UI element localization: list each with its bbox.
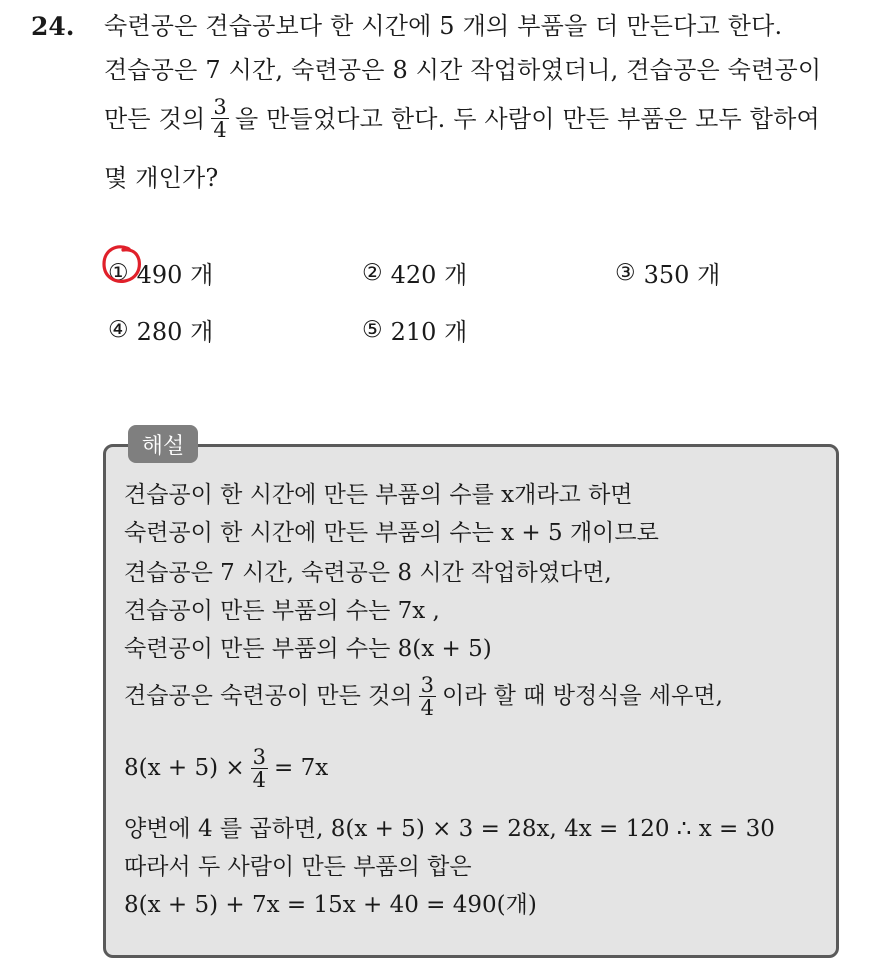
question-line-3 [104, 96, 820, 141]
choice-5[interactable] [362, 312, 467, 347]
solution-line-6 [124, 674, 723, 719]
question-fraction [211, 96, 229, 141]
choice-5-label: 210 개 [390, 318, 468, 346]
solution-line-1: 견습공이 한 시간에 만든 부품의 수를 x개라고 하면 [124, 482, 633, 508]
solution-line-5: 숙련공이 만든 부품의 수는 8(x + 5) [124, 636, 492, 662]
question-line-2: 견습공은 7 시간, 숙련공은 8 시간 작업하였더니, 견습공은 숙련공이 [104, 56, 822, 84]
question-line-1: 숙련공은 견습공보다 한 시간에 5 개의 부품을 더 만든다고 한다. [104, 12, 783, 40]
choice-3-mark: ③ [615, 259, 636, 286]
question-line-4: 몇 개인가? [104, 164, 219, 192]
choice-4-label: 280 개 [136, 318, 214, 346]
solution-fraction-2 [251, 746, 268, 791]
solution-line-6-pre: 견습공은 숙련공이 만든 것의 [124, 683, 413, 710]
solution-tag: 해설 [128, 425, 198, 463]
fraction-denominator: 4 [252, 768, 267, 793]
fraction-numerator: 3 [213, 95, 227, 119]
solution-line-4: 견습공이 만든 부품의 수는 7x , [124, 598, 440, 624]
question-number: 24. [31, 12, 75, 41]
fraction-denominator: 4 [420, 696, 434, 721]
fraction-denominator: 4 [213, 118, 227, 143]
solution-equation-1 [124, 746, 328, 791]
choice-1-label: 490 개 [136, 261, 214, 289]
choice-4-mark: ④ [108, 316, 129, 343]
solution-equation-1-post: = 7x [274, 755, 329, 782]
question-line-3-post: 을 만들었다고 한다. 두 사람이 만든 부품은 모두 합하여 [234, 104, 820, 133]
choice-2-mark: ② [362, 259, 383, 286]
choice-2[interactable] [362, 255, 467, 290]
choice-2-label: 420 개 [390, 261, 468, 289]
solution-line-2: 숙련공이 한 시간에 만든 부품의 수는 x + 5 개이므로 [124, 520, 659, 546]
choice-3-label: 350 개 [643, 261, 721, 289]
solution-line-3: 견습공은 7 시간, 숙련공은 8 시간 작업하였다면, [124, 560, 612, 586]
solution-fraction-1 [419, 674, 436, 719]
choice-5-mark: ⑤ [362, 316, 383, 343]
question-line-3-pre: 만든 것의 [104, 104, 206, 133]
solution-line-6-post: 이라 할 때 방정식을 세우면, [441, 683, 723, 710]
choice-1[interactable] [108, 255, 213, 290]
solution-line-9: 따라서 두 사람이 만든 부품의 합은 [124, 854, 472, 880]
solution-equation-1-pre: 8(x + 5) × [124, 755, 245, 782]
choice-3[interactable] [615, 255, 720, 290]
solution-line-8: 양변에 4 를 곱하면, 8(x + 5) × 3 = 28x, 4x = 120 ∴ x = 30 [124, 816, 775, 842]
choice-4[interactable] [108, 312, 213, 347]
fraction-numerator: 3 [420, 673, 434, 697]
fraction-numerator: 3 [252, 745, 267, 769]
choice-1-mark: ① [108, 259, 129, 286]
solution-line-10: 8(x + 5) + 7x = 15x + 40 = 490(개) [124, 892, 537, 918]
